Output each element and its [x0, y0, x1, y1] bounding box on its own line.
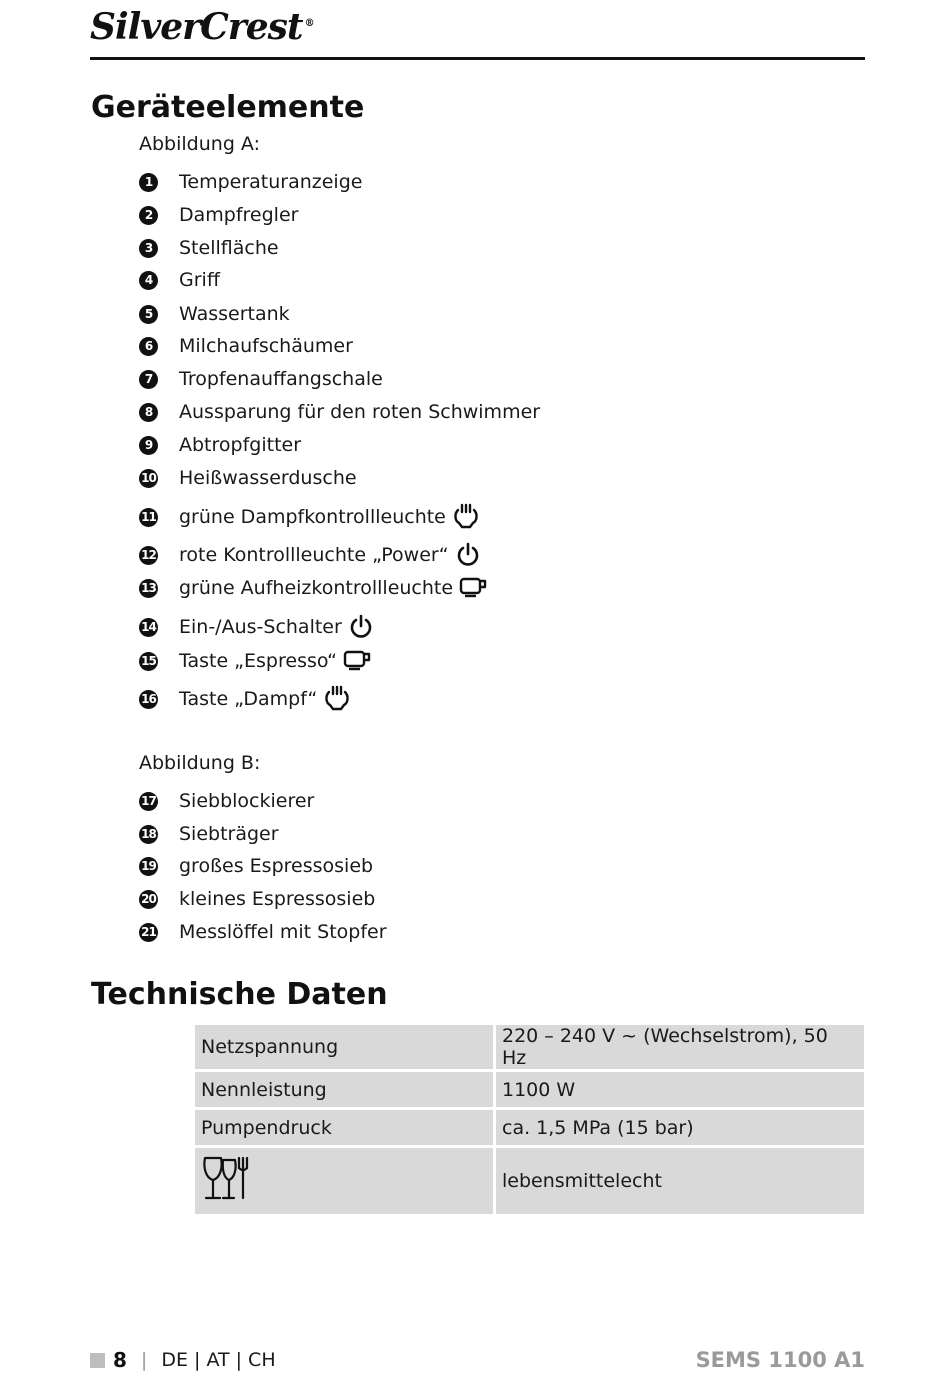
- list-item: [139, 299, 290, 329]
- power-icon: [348, 614, 374, 640]
- list-item: [139, 612, 374, 642]
- header-rule: [90, 57, 865, 60]
- item-label: Stellfläche: [179, 237, 279, 259]
- item-label: Taste „Dampf“: [179, 688, 318, 710]
- item-label: Siebträger: [179, 823, 279, 845]
- item-number-badge: 19: [139, 857, 158, 876]
- page-footer: [90, 1348, 865, 1376]
- item-number-badge: 21: [139, 923, 158, 942]
- item-label: Messlöffel mit Stopfer: [179, 921, 387, 943]
- section-title-elements: Geräteelemente: [91, 90, 365, 125]
- list-item: [139, 646, 373, 676]
- spec-key: Pumpendruck: [195, 1110, 496, 1148]
- item-number-badge: 5: [139, 305, 158, 324]
- item-number-badge: 12: [139, 546, 158, 565]
- list-item: [139, 233, 279, 263]
- food-safe-icon: [201, 1187, 249, 1209]
- tech-data-table: [195, 1025, 864, 1214]
- list-item: [139, 364, 383, 394]
- list-item: [139, 917, 387, 947]
- figure-a-label: Abbildung A:: [139, 133, 260, 155]
- list-item: [139, 502, 480, 532]
- table-row: [195, 1110, 864, 1148]
- item-label: grüne Dampfkontrollleuchte: [179, 506, 446, 528]
- item-label: Temperaturanzeige: [179, 171, 363, 193]
- item-label: Aussparung für den roten Schwimmer: [179, 401, 541, 423]
- item-label: kleines Espressosieb: [179, 888, 376, 910]
- item-label: Taste „Espresso“: [179, 650, 337, 672]
- list-item: [139, 786, 314, 816]
- item-label: Heißwasserdusche: [179, 467, 357, 489]
- list-item: [139, 463, 357, 493]
- item-label: Abtropfgitter: [179, 434, 302, 456]
- item-number-badge: 9: [139, 436, 158, 455]
- list-item: [139, 851, 373, 881]
- item-label: Ein-/Aus-Schalter: [179, 616, 342, 638]
- page-number: 8: [113, 1348, 127, 1372]
- item-number-badge: 2: [139, 206, 158, 225]
- item-label: großes Espressosieb: [179, 855, 374, 877]
- list-item: [139, 200, 298, 230]
- item-number-badge: 10: [139, 469, 158, 488]
- item-label: grüne Aufheizkontrollleuchte: [179, 577, 454, 599]
- steam-icon: [323, 685, 351, 713]
- item-label: Wassertank: [179, 303, 290, 325]
- table-row: [195, 1148, 864, 1214]
- list-item: [139, 167, 362, 197]
- item-number-badge: 11: [139, 508, 158, 527]
- item-number-badge: 4: [139, 271, 158, 290]
- power-icon: [455, 542, 481, 568]
- table-row: [195, 1025, 864, 1072]
- model-number: SEMS 1100 A1: [695, 1348, 865, 1372]
- figure-b-label: Abbildung B:: [139, 752, 261, 774]
- steam-icon: [452, 503, 480, 531]
- item-number-badge: 14: [139, 618, 158, 637]
- item-number-badge: 6: [139, 337, 158, 356]
- brand-logo: [90, 6, 314, 48]
- item-label: Dampfregler: [179, 204, 299, 226]
- list-item: [139, 265, 220, 295]
- footer-divider: |: [140, 1349, 148, 1371]
- spec-key: Netzspannung: [195, 1025, 496, 1072]
- item-number-badge: 20: [139, 890, 158, 909]
- item-label: Griff: [179, 269, 220, 291]
- item-label: Tropfenauffangschale: [179, 368, 383, 390]
- spec-key: [195, 1148, 496, 1214]
- cup-icon: [343, 649, 373, 673]
- footer-left: [90, 1348, 276, 1372]
- list-item: [139, 331, 353, 361]
- item-number-badge: 18: [139, 825, 158, 844]
- item-label: Siebblockierer: [179, 790, 315, 812]
- list-item: [139, 540, 481, 570]
- section-title-tech: Technische Daten: [91, 977, 388, 1012]
- spec-value: 1100 W: [496, 1072, 864, 1110]
- list-item: [139, 573, 489, 603]
- spec-value: 220 – 240 V ~ (Wechselstrom), 50 Hz: [496, 1025, 864, 1072]
- spec-value: lebensmittelecht: [496, 1148, 864, 1214]
- cup-icon: [459, 576, 489, 600]
- item-number-badge: 3: [139, 239, 158, 258]
- country-codes: DE | AT | CH: [161, 1349, 276, 1371]
- brand-name: SilverCrest: [90, 6, 303, 48]
- item-number-badge: 16: [139, 690, 158, 709]
- item-number-badge: 15: [139, 652, 158, 671]
- list-item: [139, 397, 540, 427]
- list-item: [139, 884, 375, 914]
- list-item: [139, 819, 279, 849]
- item-label: rote Kontrollleuchte „Power“: [179, 544, 449, 566]
- spec-value: ca. 1,5 MPa (15 bar): [496, 1110, 864, 1148]
- table-row: [195, 1072, 864, 1110]
- item-number-badge: 7: [139, 370, 158, 389]
- item-number-badge: 17: [139, 792, 158, 811]
- list-item: [139, 430, 301, 460]
- footer-square-icon: [90, 1353, 105, 1368]
- list-item: [139, 684, 351, 714]
- spec-key: Nennleistung: [195, 1072, 496, 1110]
- registered-mark: ®: [304, 18, 314, 29]
- item-number-badge: 13: [139, 579, 158, 598]
- item-number-badge: 1: [139, 173, 158, 192]
- item-number-badge: 8: [139, 403, 158, 422]
- item-label: Milchaufschäumer: [179, 335, 353, 357]
